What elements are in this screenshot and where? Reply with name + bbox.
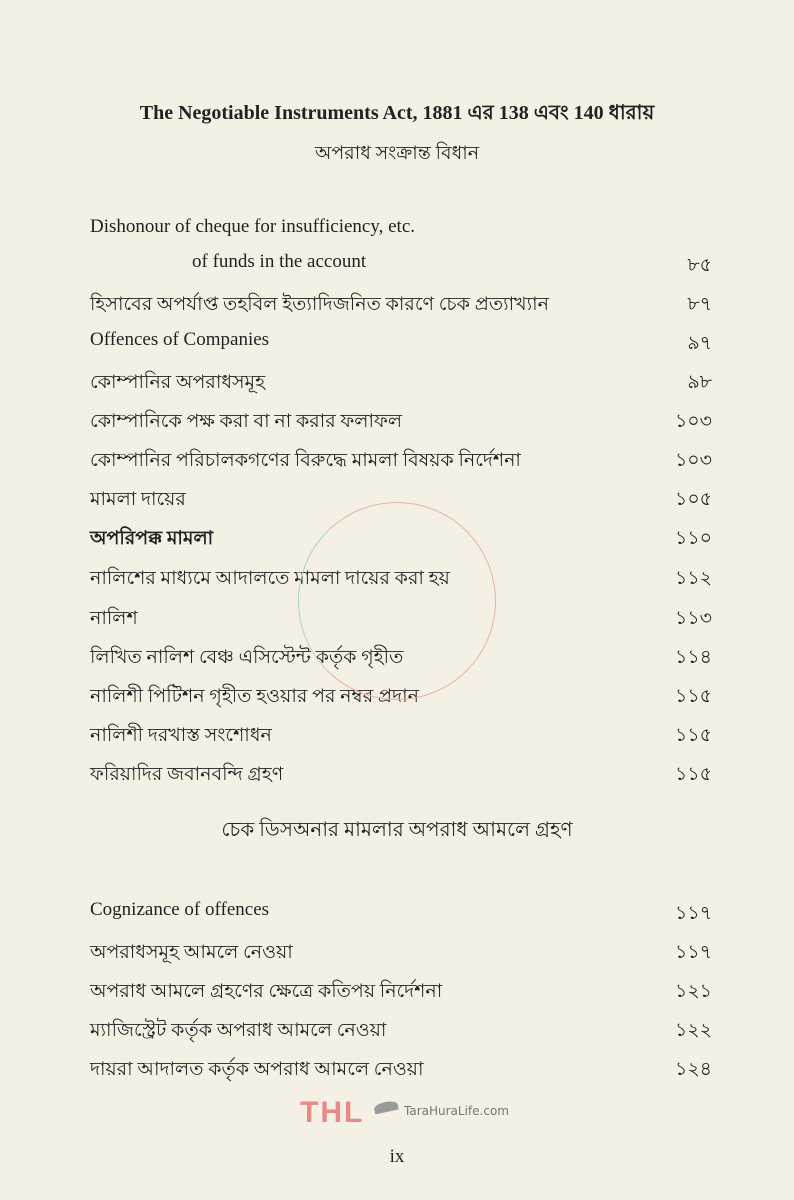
toc-entry-page: ৮৭ [687,294,712,315]
toc-entry-label: কোম্পানির অপরাধসমূহ [90,372,266,393]
page-number: ix [389,1146,405,1167]
toc-entry-label: কোম্পানিকে পক্ষ করা বা না করার ফলাফল [90,411,403,432]
toc-entry [90,329,712,359]
toc-entry [90,1055,712,1085]
toc-entry-page: ১১৫ [675,725,712,746]
toc-entry [90,407,712,437]
toc-entry-page: ৮৫ [687,255,712,276]
toc-entry-label: Offences of Companies [90,329,270,350]
toc-entry [90,290,712,320]
toc-entry-label: নালিশ [90,608,138,629]
toc-entry-label: হিসাবের অপর্যাপ্ত তহবিল ইত্যাদিজনিত কারণে চেক প্রত্যাখ্যান [90,294,550,315]
toc-entry-page: ১২১ [674,981,712,1002]
toc-entry-page: ১০৩ [674,411,712,432]
toc-entry-label: ম্যাজিস্ট্রেট কর্তৃক অপরাধ আমলে নেওয়া [90,1020,387,1041]
toc-entry-label: লিখিত নালিশ বেঞ্চ এসিস্টেন্ট কর্তৃক গৃহীত [90,647,404,668]
toc-entry-label: Cognizance of offences [90,899,270,920]
toc-entry-page: ১১২ [674,568,712,589]
toc-entry [90,938,712,968]
toc-entry-page: ১২২ [674,1020,712,1041]
toc-entry-label: নালিশের মাধ্যমে আদালতে মামলা দায়ের করা হয় [90,568,450,589]
toc-entry [90,485,712,515]
toc-entry-label: নালিশী দরখাস্ত সংশোধন [90,725,272,746]
toc-entry-page: ১১৪ [675,647,712,668]
toc-entry-label: ফরিয়াদির জবানবন্দি গ্রহণ [90,764,284,785]
watermark-site: TaraHuraLife.com [404,1104,509,1118]
toc-entry-label: মামলা দায়ের [90,489,186,510]
toc-title: The Negotiable Instruments Act, 1881 এর 138 এবং 140 ধারায় [139,102,655,124]
toc-entry-label: দায়রা আদালত কর্তৃক অপরাধ আমলে নেওয়া [90,1059,424,1080]
toc-entry-page: ১১৩ [674,608,712,629]
toc-entry-page: ১২৪ [674,1059,712,1080]
toc-entry-label: অপরাধসমূহ আমলে নেওয়া [90,942,293,963]
toc-entry-label: নালিশী পিটিশন গৃহীত হওয়ার পর নম্বর প্রদান [90,686,419,707]
toc-entry [90,564,712,594]
toc-entry-page: ১১৭ [674,942,712,963]
toc-entry-page: ১০৩ [674,450,712,471]
toc-entry [90,251,712,281]
toc-entry [90,604,712,634]
toc-entry-label: Dishonour of cheque for insufficiency, etc. [90,216,416,237]
toc-entry-page: ১১০ [674,528,712,549]
toc-subtitle: অপরাধ সংক্রান্ত বিধান [314,143,480,164]
toc-entry-label: of funds in the account [192,251,367,272]
toc-entry-page: ৯৭ [687,333,712,354]
toc-entry [90,216,712,246]
toc-entry [90,643,712,673]
toc-entry [90,682,712,712]
toc-entry [90,899,712,929]
toc-entry [90,760,712,790]
toc-entry [90,446,712,476]
toc-entry-label: কোম্পানির পরিচালকগণের বিরুদ্ধে মামলা বিষয়ক নির্দেশনা [90,450,521,471]
toc-entry-page: ১১৭ [674,903,712,924]
toc-entry-page: ১১৫ [675,764,712,785]
toc-entry-page: ১১৫ [675,686,712,707]
toc-entry-label: অপরিপক্ক মামলা [90,528,214,549]
toc-entry [90,721,712,751]
toc-entry-page: ১০৫ [674,489,712,510]
watermark [300,1092,509,1136]
section-heading: চেক ডিসঅনার মামলার অপরাধ আমলে গ্রহণ [221,819,573,841]
watermark-logo: THL [300,1096,365,1129]
toc-entry [90,368,712,398]
toc-entry-page: ৯৮ [687,372,712,393]
toc-entry [90,977,712,1007]
toc-entry [90,1016,712,1046]
toc-entry [90,524,712,554]
watermark-swoosh-icon [373,1100,399,1115]
toc-entry-label: অপরাধ আমলে গ্রহণের ক্ষেত্রে কতিপয় নির্দেশনা [90,981,443,1002]
